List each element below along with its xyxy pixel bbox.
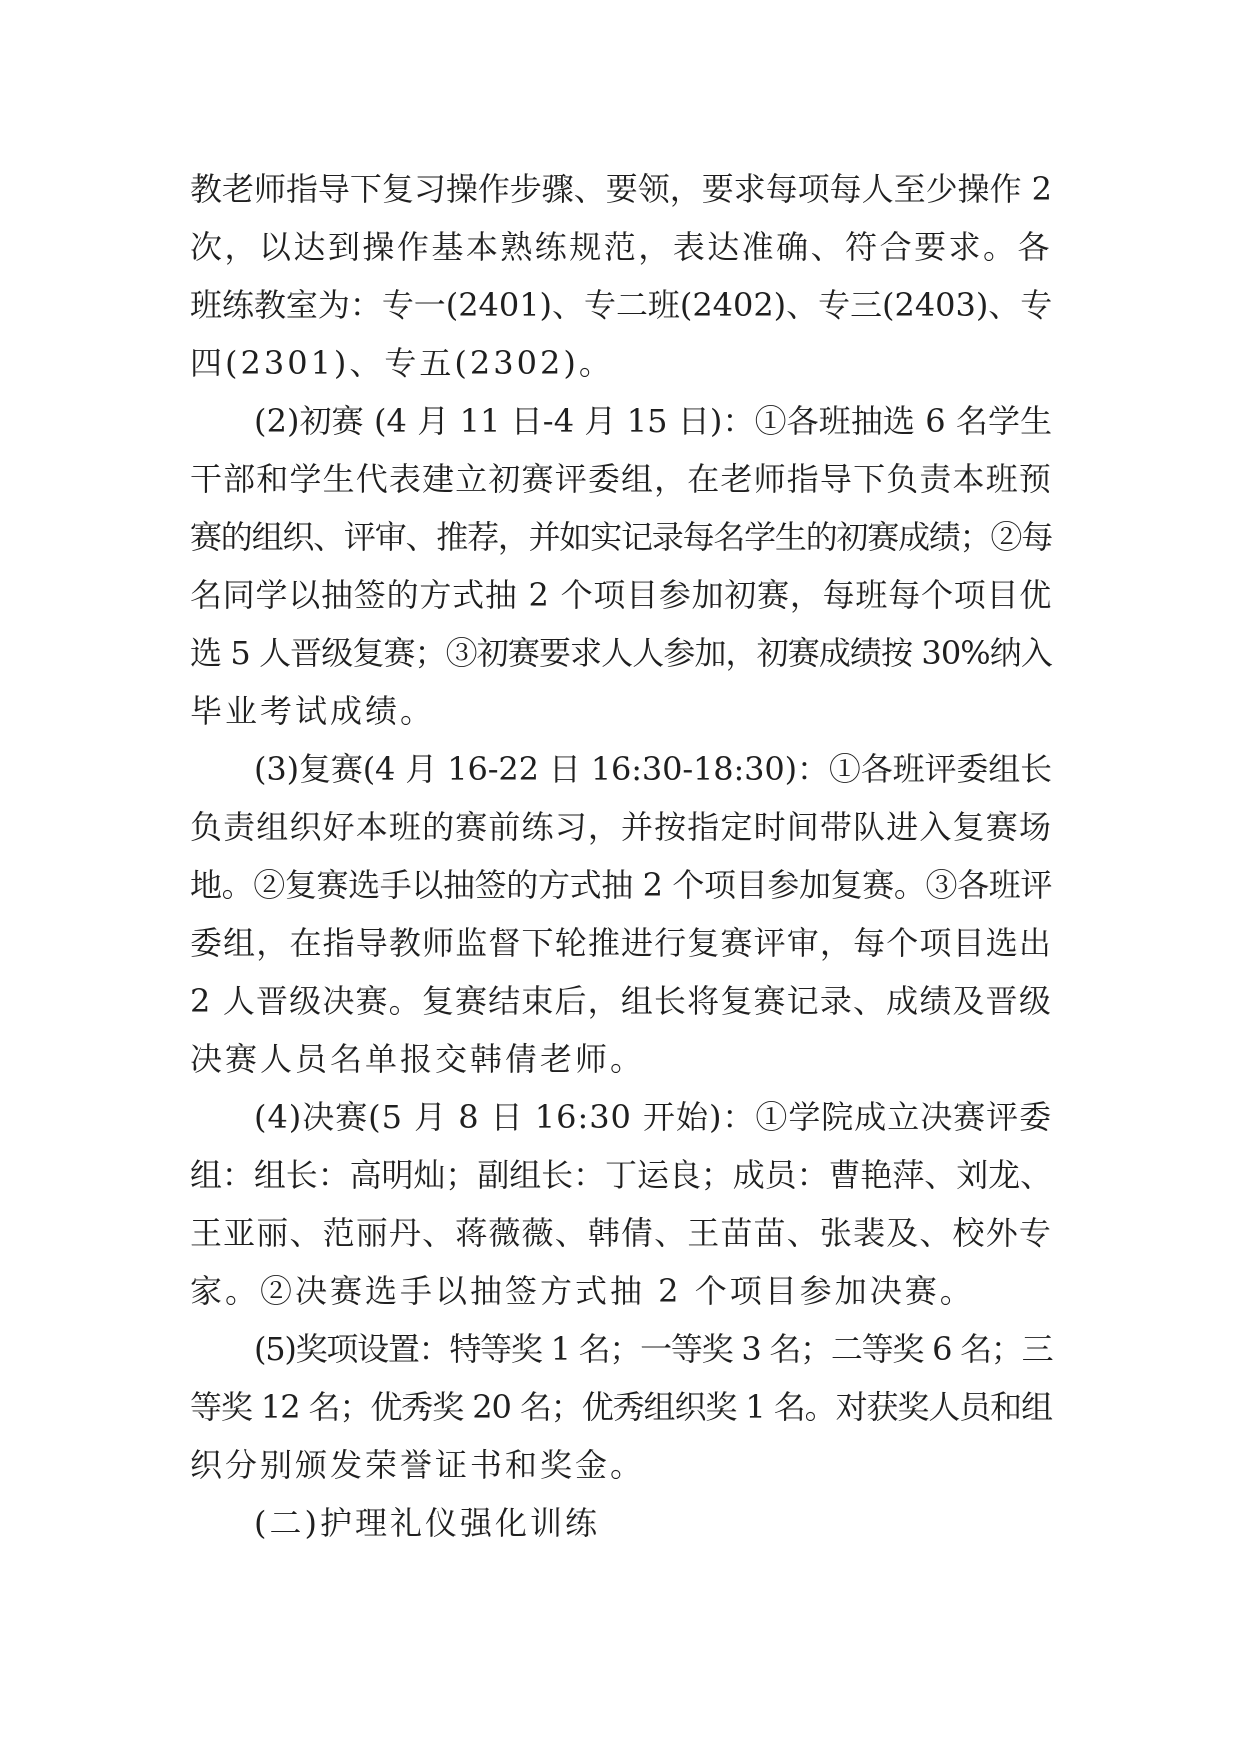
text-line: 次，以达到操作基本熟练规范，表达准确、符合要求。各 bbox=[190, 228, 1053, 266]
text-line: 选 5 人晋级复赛；③初赛要求人人参加，初赛成绩按 30%纳入 bbox=[190, 634, 1053, 672]
text-line: 家。②决赛选手以抽签方式抽 2 个项目参加决赛。 bbox=[190, 1272, 975, 1310]
text-line: 等奖 12 名；优秀奖 20 名；优秀组织奖 1 名。对获奖人员和组 bbox=[190, 1388, 1052, 1426]
text-line: 赛的组织、评审、推荐，并如实记录每名学生的初赛成绩；②每 bbox=[190, 518, 1053, 556]
text-line: 毕业考试成绩。 bbox=[190, 692, 436, 730]
paragraph-semifinal bbox=[190, 740, 1052, 1088]
text-line: (2)初赛 (4 月 11 日-4 月 15 日)：①各班抽选 6 名学生 bbox=[254, 402, 1053, 440]
text-line: 组：组长：高明灿；副组长：丁运良；成员：曹艳萍、刘龙、 bbox=[190, 1156, 1053, 1194]
text-line: 负责组织好本班的赛前练习，并按指定时间带队进入复赛场 bbox=[190, 808, 1053, 846]
section-heading: (二)护理礼仪强化训练 bbox=[254, 1504, 600, 1542]
paragraph-final bbox=[190, 1088, 1052, 1320]
paragraph-intro bbox=[190, 160, 1052, 392]
text-line: 委组，在指导教师监督下轮推进行复赛评审，每个项目选出 bbox=[190, 924, 1053, 962]
text-line: 班练教室为：专一(2401)、专二班(2402)、专三(2403)、专 bbox=[190, 286, 1053, 324]
text-line: 名同学以抽签的方式抽 2 个项目参加初赛，每班每个项目优 bbox=[190, 576, 1052, 614]
paragraph-preliminary bbox=[190, 392, 1052, 740]
text-line: 王亚丽、范丽丹、蒋薇薇、韩倩、王苗苗、张裴及、校外专 bbox=[190, 1214, 1053, 1252]
text-line: 决赛人员名单报交韩倩老师。 bbox=[190, 1040, 646, 1078]
text-line: 干部和学生代表建立初赛评委组，在老师指导下负责本班预 bbox=[190, 460, 1053, 498]
document-body bbox=[190, 160, 1052, 1552]
text-line: (3)复赛(4 月 16-22 日 16:30-18:30)：①各班评委组长 bbox=[254, 750, 1052, 788]
text-line: 织分别颁发荣誉证书和奖金。 bbox=[190, 1446, 646, 1484]
text-line: (4)决赛(5 月 8 日 16:30 开始)：①学院成立决赛评委 bbox=[254, 1098, 1053, 1136]
text-line: 2 人晋级决赛。复赛结束后，组长将复赛记录、成绩及晋级 bbox=[190, 982, 1052, 1020]
text-line: 四(2301)、专五(2302)。 bbox=[190, 344, 614, 382]
text-line: 教老师指导下复习操作步骤、要领，要求每项每人至少操作 2 bbox=[190, 170, 1052, 208]
text-line: 地。②复赛选手以抽签的方式抽 2 个项目参加复赛。③各班评 bbox=[190, 866, 1052, 904]
text-line: (5)奖项设置：特等奖 1 名；一等奖 3 名；二等奖 6 名；三 bbox=[254, 1330, 1053, 1368]
paragraph-awards bbox=[190, 1320, 1052, 1494]
